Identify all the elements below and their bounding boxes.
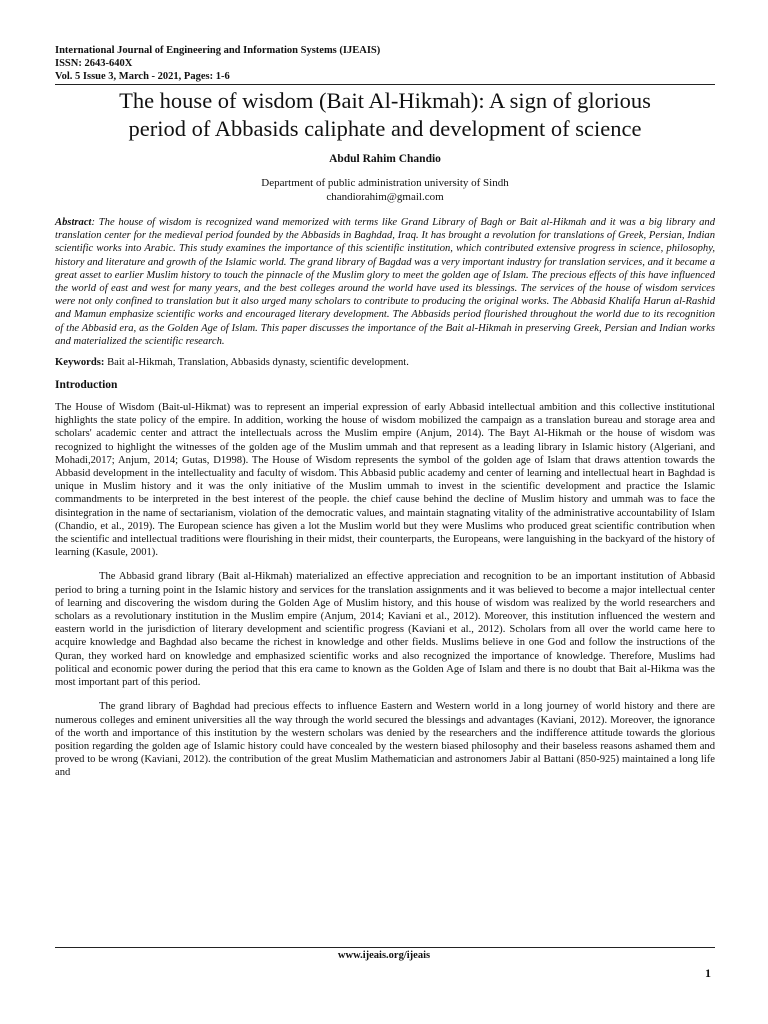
section-heading-introduction: Introduction [55,379,118,392]
intro-paragraph-1: The House of Wisdom (Bait-ul-Hikmat) was to represent an imperial expression of early Abbasid intellectual ambition and this collective institutional highlights the state policy of the empire. In addition, working the house of wisdom mobilized the campaign as a translation bureau and storage area and scholars' academic center and attract the intellectuals across the Muslim empire (Anjum, 2014). The Bayt Al-Hikmah or the house of wisdom was recognized to highlight the witnesses of the golden age of the Muslim ummah and that represent as a leading library in Islamic history (Algeriani, and Mohadi,2017; Anjum, 2014; Gutas, D1998). The House of Wisdom represents the symbol of the golden age of Islam that draws attention towards the Abbasid development in the intellectuality and faculty of wisdom. This Abbasid public academy and center of learning and intellectual heart in Baghdad is unique in Muslim history and it was the only initiative of the Muslim ummah to invest in the scientific development and practice the Islamic commandments to be interpreted in the best interest of the people. the chief cause behind the decline of Muslim history and ummah was to face the disintegration in the name of sectarianism, violation of the democratic values, and maintain stagnating vitality of the administrative accountability of Islam (Chandio, et al., 2019). The European science has given a lot the Muslim world but they were Muslims who produced great scientific contribution when the scientific and intellectual traditions were flourishing in their midst, their counterparts, the Europeans, were languishing in the backyard of the history of learning (Kasule, 2001). [55,402,715,559]
paper-page [55,44,715,790]
paper-title [55,87,715,143]
abstract-label: Abstract [55,217,92,228]
page-number: 1 [705,966,711,980]
header-divider [55,84,715,85]
keywords [55,357,715,368]
author-email: chandiorahim@gmail.com [326,191,444,203]
title-line-2: period of Abbasids caliphate and development of science [128,116,642,141]
issn: ISSN: 2643-640X [55,58,133,69]
volume-info: Vol. 5 Issue 3, March - 2021, Pages: 1-6 [55,71,230,82]
affiliation: Department of public administration university of Sindh [261,177,509,189]
intro-paragraph-3: The grand library of Baghdad had precious effects to influence Eastern and Western world in a long journey of world history and there are numerous colleges and eminent universities all the way through the world secured the blessings and advantages (Kaviani, 2012). Moreover, the ignorance of the worth and importance of this institution by the western scholars was denied by the researchers and the indifference attitude towards the glorious position regarding the golden age of Islamic history could have concealed by the western biased philosophy and their baseless reasons ashamed them and proved to be wrong (Kaviani, 2012). the contribution of the great Muslim Mathematician and astronomers Jabir al Battani (850-925) maintained a long life and [55,701,715,779]
footer-url: www.ijeais.org/ijeais [337,950,431,961]
keywords-label: Keywords: [55,357,105,369]
title-line-1: The house of wisdom (Bait Al-Hikmah): A sign of glorious [119,88,651,113]
footer-divider [55,947,715,948]
abstract [55,216,715,348]
abstract-text: : The house of wisdom is recognized wand memorized with terms like Grand Library of Bagh or Bait al-Hikmah and it was a big library and translation center for the medieval period founded by the Abbasids in Baghdad, Iraq. It has brought a revolution for translations of Greek, Persian, Indian scientific works into Arabic. This study examines the importance of this scientific institution, which contributed extensive progress in science, philosophy, history and literature and growth of the Islamic world. The grand library of Bagdad was a very important industry for translation services, and it became a great asset to earlier Muslim history to touch the pinnacle of the Muslim glory to meet the golden age of Islam. The precious effects of this have influenced the world of east and west for many years, and the best colleges around the world have used its blessings. The services of the house of wisdom services were not only confined to translation but it also urged many scholars to contribute to producing the original works. The Abbasid Khalifa Harun al-Rashid and Mamun emphasize scientific works and encouraged literary development. The Abbasids period flourished throughout the world due to its recognition of the Abbasid era, as the Golden Age of Islam. This paper discusses the importance of the Bait al-Hikmah in preserving Greek, Persian and Indian works and materialized the scientific research. [55,217,715,347]
affiliation-block [55,176,715,204]
keywords-text: Bait al-Hikmah, Translation, Abbasids dynasty, scientific development. [104,357,409,369]
journal-name: International Journal of Engineering and Information Systems (IJEAIS) [55,45,381,56]
intro-paragraph-2: The Abbasid grand library (Bait al-Hikmah) materialized an effective appreciation and recognition to be an important institution of Abbasid period to bring a turning point in the Islamic history and services for the translation assignments and it was believed to become a major intellectual center of learning and discovering the wisdom during the Golden Age of Muslim history, and this house of wisdom was realized by the world researchers and scholars as a revolutionary institution in the Muslim empire (Anjum, 2014; Kaviani et al., 2012). Moreover, this institution influenced the western and eastern world in the jurisdiction of literary development and scientific progress (Kaviani et al., 2012). Scholars from all over the world came here to acquire knowledge and Baghdad also became the richest in knowledge and other fields. Muslims believe in one God and follow the instructions of the Quran, they worked hard on knowledge and emphasized scientific works and also recognized the importance of knowledge. Therefore, Muslims had political and economic power during the period that this era came to known as the Golden Age of Islam and there is no doubt that Bait al-Hikma was the most important part of this period. [55,571,715,689]
author-name: Abdul Rahim Chandio [329,153,441,165]
